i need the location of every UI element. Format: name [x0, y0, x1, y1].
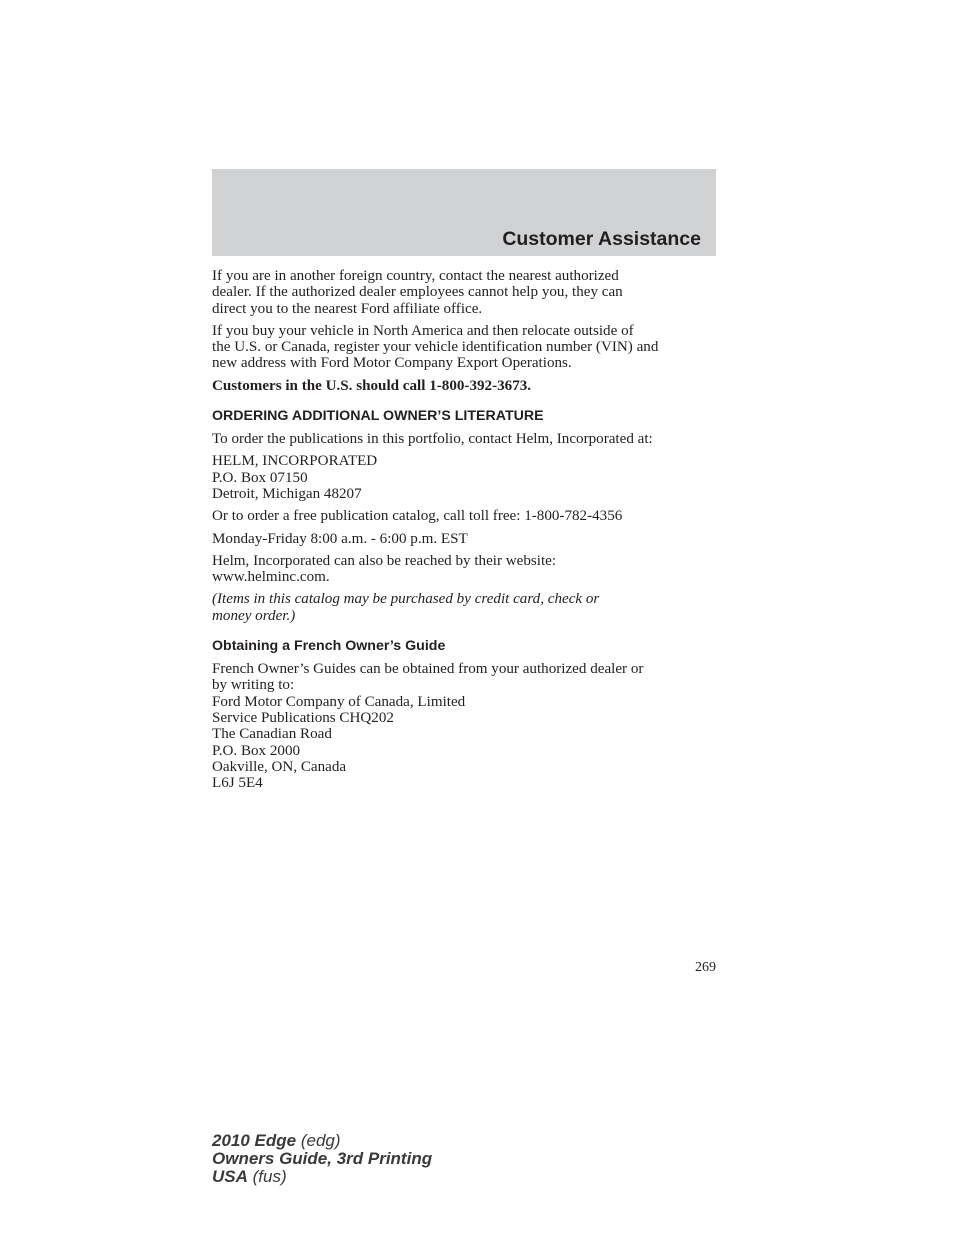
- footer-market: USA: [212, 1167, 248, 1186]
- relocation-paragraph: [212, 323, 718, 372]
- helm-address: [212, 453, 718, 502]
- french-guide-heading: Obtaining a French Owner’s Guide: [212, 638, 446, 655]
- website-url: www.helminc.com.: [212, 569, 330, 586]
- section-header-band: [212, 169, 716, 256]
- text-line: direct you to the nearest Ford affiliate office.: [212, 300, 483, 317]
- page-number: 269: [695, 960, 716, 975]
- text-line: by writing to:: [212, 677, 295, 694]
- text-line: If you are in another foreign country, contact the nearest authorized: [212, 268, 619, 284]
- footer-model: 2010 Edge: [212, 1131, 297, 1150]
- footer-edition: Owners Guide, 3rd Printing: [212, 1149, 433, 1168]
- document-footer: [212, 1132, 432, 1186]
- payment-note: [212, 591, 718, 624]
- text-line: money order.): [212, 607, 296, 624]
- text-line: new address with Ford Motor Company Export Operations.: [212, 355, 572, 372]
- catalog-phone-line: Or to order a free publication catalog, call toll free: 1-800-782-4356: [212, 508, 623, 525]
- footer-model-code: (edg): [300, 1131, 341, 1150]
- address-line: P.O. Box 2000: [212, 742, 301, 759]
- text-line: If you buy your vehicle in North America and then relocate outside of: [212, 322, 634, 339]
- us-call-line: Customers in the U.S. should call 1-800-392-3673.: [212, 377, 532, 394]
- section-title: Customer Assistance: [502, 228, 701, 250]
- footer-market-line: [212, 1168, 432, 1186]
- ordering-literature-heading: ORDERING ADDITIONAL OWNER’S LITERATURE: [212, 408, 544, 425]
- text-line: French Owner’s Guides can be obtained from your authorized dealer or: [212, 661, 644, 678]
- helm-contact-line: To order the publications in this portfolio, contact Helm, Incorporated at:: [212, 431, 653, 448]
- address-line: HELM, INCORPORATED: [212, 453, 378, 470]
- footer-market-code: (fus): [252, 1167, 287, 1186]
- foreign-country-paragraph: [212, 268, 718, 317]
- address-line: Detroit, Michigan 48207: [212, 485, 362, 502]
- text-line: the U.S. or Canada, register your vehicle identification number (VIN) and: [212, 339, 659, 356]
- website-paragraph: [212, 553, 718, 586]
- address-line: Ford Motor Company of Canada, Limited: [212, 693, 466, 710]
- text-line: (Items in this catalog may be purchased by credit card, check or: [212, 591, 600, 608]
- text-line: dealer. If the authorized dealer employees cannot help you, they can: [212, 284, 623, 301]
- address-line: Service Publications CHQ202: [212, 709, 394, 726]
- address-line: Oakville, ON, Canada: [212, 758, 347, 775]
- footer-edition-line: [212, 1150, 432, 1168]
- french-guide-address: [212, 661, 718, 791]
- page-content: [212, 268, 718, 797]
- address-line: P.O. Box 07150: [212, 469, 308, 486]
- address-line: The Canadian Road: [212, 726, 332, 743]
- address-line: L6J 5E4: [212, 775, 263, 792]
- text-line: Helm, Incorporated can also be reached by their website:: [212, 552, 557, 569]
- business-hours-line: Monday-Friday 8:00 a.m. - 6:00 p.m. EST: [212, 530, 468, 547]
- footer-model-line: [212, 1132, 432, 1150]
